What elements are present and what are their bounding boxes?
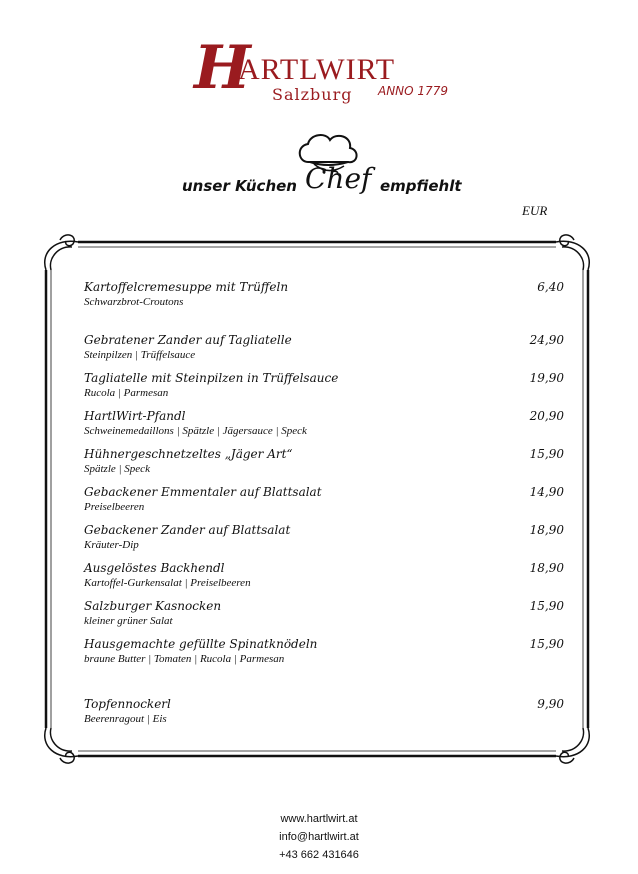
menu-item-price: 18,90 xyxy=(529,523,564,537)
menu-item xyxy=(84,523,564,552)
menu-item-price: 24,90 xyxy=(529,333,564,347)
website-link[interactable]: www.hartlwirt.at xyxy=(280,813,358,825)
phone-number: +43 662 431646 xyxy=(279,849,359,861)
menu-item-name: Topfennockerl xyxy=(84,697,171,711)
menu-item-price: 9,90 xyxy=(537,697,564,711)
menu-item-name: Hausgemachte gefüllte Spinatknödeln xyxy=(84,637,318,651)
menu-item-price: 15,90 xyxy=(529,599,564,613)
menu-item-price: 14,90 xyxy=(529,485,564,499)
menu-item-description: Kartoffel-Gurkensalat | Preiselbeeren xyxy=(84,577,251,589)
heading-left-text: unser Küchen xyxy=(182,177,297,195)
menu-item-description: Kräuter-Dip xyxy=(84,539,139,551)
email-link[interactable]: info@hartlwirt.at xyxy=(279,831,359,843)
menu-item-description: Spätzle | Speck xyxy=(84,463,150,475)
currency-label: EUR xyxy=(522,203,548,218)
menu-item xyxy=(84,697,564,726)
heading-chef-text: Chef xyxy=(305,162,372,195)
menu-item-description: kleiner grüner Salat xyxy=(84,615,173,627)
menu-item-name: Ausgelöstes Backhendl xyxy=(84,561,225,575)
heading-right-text: empfiehlt xyxy=(380,177,462,195)
menu-item-description: Schweinemedaillons | Spätzle | Jägersauce | Speck xyxy=(84,425,307,437)
menu-item xyxy=(84,333,564,362)
menu-item-name: Gebackener Emmentaler auf Blattsalat xyxy=(84,485,322,499)
menu-item-name: Gebackener Zander auf Blattsalat xyxy=(84,523,291,537)
menu-item-price: 6,40 xyxy=(537,280,564,294)
menu-item-description: Schwarzbrot-Croutons xyxy=(84,296,184,308)
menu-item-description: Preiselbeeren xyxy=(84,501,145,513)
menu-item xyxy=(84,447,564,476)
menu-item xyxy=(84,599,564,628)
menu-item-name: Salzburger Kasnocken xyxy=(84,599,222,613)
menu-heading xyxy=(182,132,482,202)
menu-item-price: 19,90 xyxy=(529,371,564,385)
logo-name: ARTLWIRT xyxy=(238,53,396,86)
menu-item xyxy=(84,371,564,400)
menu-item-name: Gebratener Zander auf Tagliatelle xyxy=(84,333,292,347)
menu-item-price: 15,90 xyxy=(529,447,564,461)
menu-item-description: Steinpilzen | Trüffelsauce xyxy=(84,349,196,361)
menu-item-description: Rucola | Parmesan xyxy=(84,387,169,399)
menu-item xyxy=(84,561,564,590)
logo-initial: H xyxy=(194,33,251,103)
logo-city: Salzburg xyxy=(272,85,353,104)
menu-item-name: HartlWirt-Pfandl xyxy=(84,409,186,423)
menu-item-price: 18,90 xyxy=(529,561,564,575)
menu-item-name: Kartoffelcremesuppe mit Trüffeln xyxy=(84,280,289,294)
menu-item xyxy=(84,485,564,514)
menu-item-description: Beerenragout | Eis xyxy=(84,713,167,725)
menu-item-description: braune Butter | Tomaten | Rucola | Parmesan xyxy=(84,653,285,665)
contact-footer xyxy=(0,810,638,864)
restaurant-logo xyxy=(192,33,452,108)
menu-item xyxy=(84,637,564,666)
menu-item-name: Tagliatelle mit Steinpilzen in Trüffelsauce xyxy=(84,371,339,385)
logo-anno: ANNO 1779 xyxy=(378,84,448,98)
menu-item-price: 20,90 xyxy=(529,409,564,423)
menu-item xyxy=(84,409,564,438)
menu-item-price: 15,90 xyxy=(529,637,564,651)
menu-item-name: Hühnergeschnetzeltes „Jäger Art“ xyxy=(84,447,293,461)
menu-item xyxy=(84,280,564,309)
